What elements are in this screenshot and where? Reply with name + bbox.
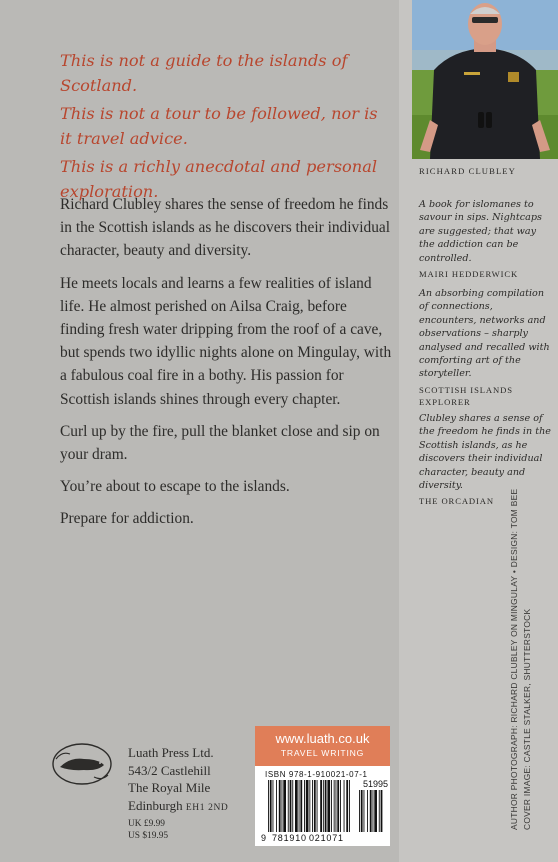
blurb-paragraph: Richard Clubley shares the sense of freedom he finds in the Scottish islands as he discovers their individual character, beauty and diversity. [60,196,390,260]
barcode-bar [374,790,377,832]
barcode-bar [359,790,360,832]
intro-line: This is not a tour to be followed, nor is it travel advice. [60,104,378,148]
ean-digits: 021071 [309,833,344,843]
author-photo [412,0,558,159]
barcode-bar [290,780,292,832]
credit-line: COVER IMAGE: CASTLE STALKER, SHUTTERSTOCK [521,608,532,830]
website-url: www.luath.co.uk [275,731,370,746]
barcode-bar [299,780,300,832]
barcode-bar [336,780,337,832]
barcode-bar [381,790,383,832]
genre-label: TRAVEL WRITING [280,748,365,758]
ean-digits: 781910 [272,833,307,843]
quote-source: THE ORCADIAN [419,496,495,507]
barcode-bar [270,780,272,832]
review-quotes [419,198,553,514]
barcode-bar [344,780,345,832]
barcode-bar [288,780,289,832]
price-uk: UK £9.99 [128,819,165,829]
barcode-bar [323,780,324,832]
publisher-postcode: EH1 2ND [185,802,229,813]
barcode-bar [279,780,281,832]
barcode-bar [304,780,305,832]
cover-credits [508,489,533,830]
luath-otter-logo-icon [50,737,114,791]
barcode-bar [306,780,309,832]
barcode-bar [379,790,380,832]
ean-digit: 9 [261,833,267,843]
isbn-barcode [255,766,390,846]
blurb-paragraph: Prepare for addiction. [60,510,194,528]
publisher-area: The Royal Mile [128,780,211,795]
barcode-bar [317,780,318,832]
barcode-bar [312,780,313,832]
price-us: US $19.95 [128,831,169,841]
barcode-bar [349,780,350,832]
barcode-bar [292,780,293,832]
barcode-bar [327,780,330,832]
intro-statements [60,48,390,207]
quote-text: A book for islomanes to savour in sips. Nightcaps are suggested; that way the addiction can be controlled. [419,199,542,264]
barcode-bar [373,790,374,832]
publisher-street: 543/2 Castlehill [128,762,211,778]
intro-line: This is a richly anecdotal and personal exploration. [60,157,378,201]
barcode-bar [340,780,341,832]
website-banner [255,726,390,766]
barcode-bar [334,780,335,832]
barcode-bar [276,780,277,832]
barcode-bar [320,780,322,832]
quote-source: MAIRI HEDDERWICK [419,269,519,280]
barcode-bar [309,780,310,832]
barcode-bar [346,780,348,832]
prices [128,818,168,842]
barcode-bar [337,780,339,832]
barcode-graphic [255,766,390,846]
barcode-bar [300,780,302,832]
publisher-city: Edinburgh [128,797,183,813]
blurb-paragraph: He meets locals and learns a few realities of island life. He almost perished on Ailsa Craig, before finding fresh water dripping from the roof of a cave, but spends two idyllic nights alone on Mingulay, with a fabulous coal fire in a bothy. His passion for Scottish islands shines through every chapter. [60,274,392,408]
credit-line: AUTHOR PHOTOGRAPH: RICHARD CLUBLEY ON MINGULAY • DESIGN: TOM BEE [509,488,519,830]
barcode-bar [314,780,316,832]
quote-source: SCOTTISH ISLANDS EXPLORER [419,384,513,407]
barcode-bar [273,780,274,832]
publisher-name: Luath Press Ltd. [128,745,214,760]
barcode-bar [331,780,332,832]
quote-text: Clubley shares a sense of the freedom he finds in the Scottish islands, as he discovers their individual character, beauty and diversity. [419,412,551,491]
barcode-bar [325,780,327,832]
quote-text: An absorbing compilation of connections, encounters, networks and observations – sharply analysed and recalled with comforting art of the storyteller. [419,288,550,380]
blurb-paragraph: Curl up by the fire, pull the blanket close and sip on your dram. [60,422,380,464]
barcode-bar [283,780,286,832]
barcode-bar [367,790,368,832]
barcode-bar [370,790,372,832]
barcode-bar [295,780,298,832]
blurb [60,193,395,540]
intro-line: This is not a guide to the islands of Scotland. [60,51,348,95]
barcode-bar [268,780,269,832]
publisher-address [128,744,228,817]
isbn-text: ISBN 978-1-910021-07-1 [265,770,368,779]
blurb-paragraph: You’re about to escape to the islands. [60,478,290,496]
price-code: 51995 [363,779,389,789]
photo-caption: RICHARD CLUBLEY [419,166,516,176]
barcode-bar [361,790,363,832]
publisher-city-line [128,797,228,818]
barcode-bar [364,790,365,832]
barcode-bar [282,780,283,832]
